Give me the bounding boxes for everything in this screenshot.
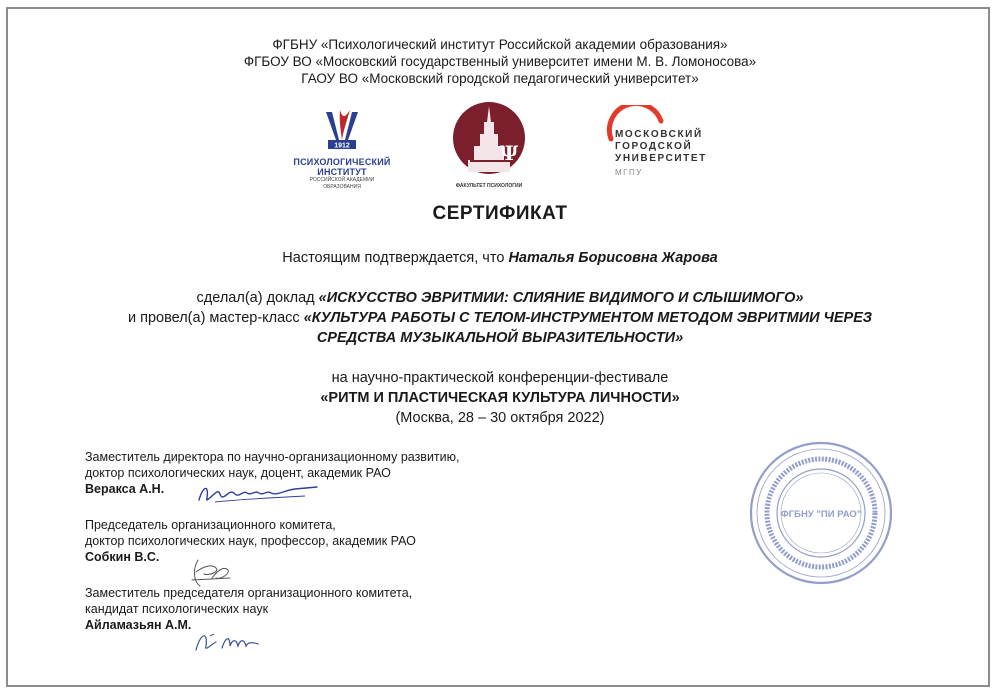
org-line-3: ГАОУ ВО «Московский городской педагогический университет» [301, 71, 699, 86]
signature-3-icon [192, 624, 262, 656]
pi-name-1: ПСИХОЛОГИЧЕСКИЙ [293, 157, 391, 167]
signatory-1: Заместитель директора по научно-организационному развитию, доктор психологических наук, доцент, академик РАО Веракса А.Н. [85, 450, 460, 496]
report-title: «ИСКУССТВО ЭВРИТМИИ: СЛИЯНИЕ ВИДИМОГО И СЛЫШИМОГО» [318, 290, 804, 306]
official-stamp-icon [747, 439, 895, 587]
org-line-2: ФГБОУ ВО «Московский государственный университет имени М. В. Ломоносова» [243, 54, 757, 69]
signatory-2-name: Собкин В.С. [85, 550, 160, 564]
confirm-line: Настоящим подтверждается, что Наталья Борисовна Жарова [282, 250, 718, 266]
faculty-psychology-logo [446, 100, 532, 190]
report-line: сделал(а) доклад «ИСКУССТВО ЭВРИТМИИ: СЛИЯНИЕ ВИДИМОГО И СЛЫШИМОГО» [196, 290, 804, 306]
recipient-name: Наталья Борисовна Жарова [508, 250, 718, 266]
signature-2-icon [186, 556, 236, 590]
mgpu-abbr: МГПУ [615, 168, 643, 177]
certificate-title: СЕРТИФИКАТ [432, 203, 568, 224]
msu-tower-icon [446, 100, 532, 190]
pi-year: 1912 [334, 142, 350, 150]
psi-emblem-icon [292, 106, 392, 152]
stamp-text: ФГБНУ "ПИ РАО" [780, 509, 862, 520]
mgpu-logo [597, 105, 705, 181]
signatory-3-name: Айламазьян А.М. [85, 618, 192, 632]
master-class-line: и провел(а) мастер-класс «КУЛЬТУРА РАБОТЫ С ТЕЛОМ-ИНСТРУМЕНТОМ МЕТОДОМ ЭВРИТМИИ ЧЕРЕЗ [127, 310, 873, 326]
signatory-1-name: Веракса А.Н. [85, 482, 165, 496]
conference-title: «РИТМ И ПЛАСТИЧЕСКАЯ КУЛЬТУРА ЛИЧНОСТИ» [320, 390, 680, 406]
conference-place: (Москва, 28 – 30 октября 2022) [395, 410, 605, 426]
psychological-institute-logo [292, 106, 392, 190]
signatory-3: Заместитель председателя организационного комитета, кандидат психологических наук Айламазьян А.М. [85, 586, 413, 632]
master-class-title-1: «КУЛЬТУРА РАБОТЫ С ТЕЛОМ-ИНСТРУМЕНТОМ МЕТОДОМ ЭВРИТМИИ ЧЕРЕЗ [303, 310, 873, 326]
signatory-2: Председатель организационного комитета, доктор психологических наук, профессор, академик РАО Собкин В.С. [85, 518, 416, 564]
master-class-title-2: СРЕДСТВА МУЗЫКАЛЬНОЙ ВЫРАЗИТЕЛЬНОСТИ» [316, 330, 684, 346]
conference-line: на научно-практической конференции-фестивале [331, 370, 669, 386]
pi-name-2: ИНСТИТУТ [317, 167, 367, 177]
svg-text:Ψ: Ψ [500, 141, 519, 165]
mgpu-name: МОСКОВСКИЙ ГОРОДСКОЙ УНИВЕРСИТЕТ [615, 129, 707, 164]
signature-1-icon [195, 478, 320, 508]
pi-sub: РОССИЙСКОЙ АКАДЕМИИ ОБРАЗОВАНИЯ [309, 177, 375, 190]
fp-caption: ФАКУЛЬТЕТ ПСИХОЛОГИИ [455, 183, 523, 189]
org-line-1: ФГБНУ «Психологический институт Российской академии образования» [272, 37, 728, 52]
